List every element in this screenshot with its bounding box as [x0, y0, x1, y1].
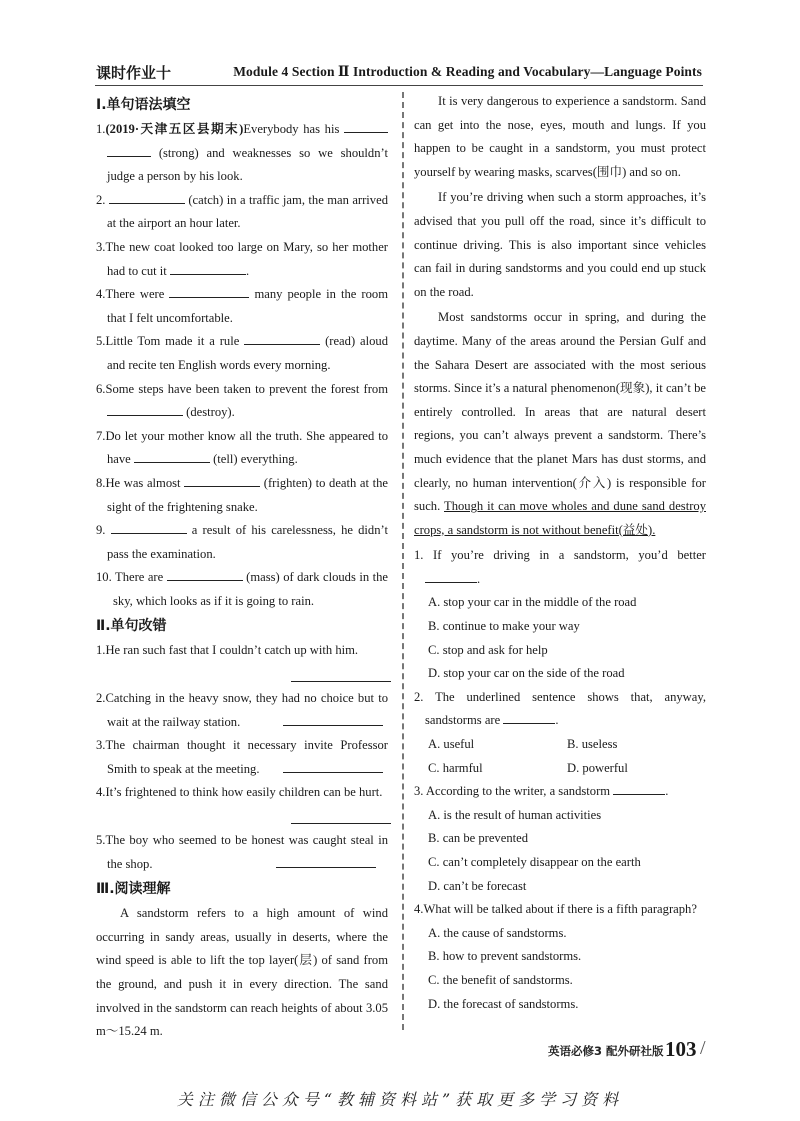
- answer-line[interactable]: [291, 667, 391, 682]
- answer-blank[interactable]: [167, 566, 243, 581]
- option[interactable]: B. continue to make your way: [428, 619, 580, 634]
- grammar-item-7: 7.Do let your mother know all the truth. She appeared to have (tell) everything.: [96, 428, 388, 467]
- book-label: 英语必修3 配外研社版: [548, 1044, 664, 1058]
- page-slash: /: [700, 1037, 706, 1059]
- answer-blank[interactable]: [169, 283, 249, 298]
- correction-item-1: 1.He ran such fast that I couldn’t catch up with him.: [96, 639, 388, 682]
- homework-title: 课时作业十: [96, 64, 172, 82]
- option[interactable]: A. the cause of sandstorms.: [428, 925, 567, 940]
- option[interactable]: D. stop your car on the side of the road: [428, 666, 625, 681]
- left-column: [96, 92, 388, 1044]
- correction-item-3: 3.The chairman thought it necessary invite Professor Smith to speak at the meeting.: [96, 738, 388, 776]
- answer-blank[interactable]: [134, 448, 210, 463]
- option[interactable]: A. stop your car in the middle of the road: [428, 595, 637, 610]
- option[interactable]: B. how to prevent sandstorms.: [428, 949, 582, 964]
- right-column: [414, 92, 706, 1016]
- answer-line[interactable]: [283, 711, 383, 726]
- grammar-item-2: 2. (catch) in a traffic jam, the man arrived at the airport an hour later.: [96, 189, 388, 236]
- reading-question-4: 4.What will be talked about if there is a fifth paragraph?: [414, 902, 697, 917]
- grammar-item-4: 4.There were many people in the room that I felt uncomfortable.: [96, 283, 388, 330]
- answer-blank[interactable]: [109, 189, 185, 204]
- grammar-item-5: 5.Little Tom made it a rule (read) aloud and recite ten English words every morning.: [96, 330, 388, 377]
- answer-blank[interactable]: [111, 519, 187, 534]
- module-title: Module 4 Section Ⅱ Introduction & Reading and Vocabulary—Language Points: [233, 64, 702, 79]
- option[interactable]: C. the benefit of sandstorms.: [428, 972, 573, 987]
- section1-title: Ⅰ.单句语法填空: [96, 97, 191, 113]
- answer-blank[interactable]: [425, 568, 477, 583]
- grammar-item-6: 6.Some steps have been taken to prevent the forest from (destroy).: [96, 381, 388, 420]
- correction-item-5: 5.The boy who seemed to be honest was caught steal in the shop.: [96, 833, 388, 871]
- passage-paragraph-1: A sandstorm refers to a high amount of wind occurring in sandy areas, usually in deserts, where the wind speed is able to lift the top layer(层) of sand from the ground, and push it in every direction. The sand involved in the sandstorm can reach heights of about 3.05 m～15.24 m.: [96, 906, 388, 1039]
- answer-blank[interactable]: [107, 401, 183, 416]
- answer-line[interactable]: [291, 809, 391, 824]
- section2-title: Ⅱ.单句改错: [96, 618, 167, 635]
- grammar-item-3: 3.The new coat looked too large on Mary, so her mother had to cut it .: [96, 239, 388, 278]
- option[interactable]: D. can’t be forecast: [428, 878, 527, 893]
- reading-question-2: 2. The underlined sentence shows that, anyway, sandstorms are .: [414, 689, 706, 728]
- option[interactable]: A. is the result of human activities: [428, 807, 602, 822]
- option[interactable]: C. can’t completely disappear on the earth: [428, 855, 641, 869]
- bottom-note: 关注微信公众号“教辅资料站”获取更多学习资料: [176, 1090, 624, 1109]
- passage-paragraph-3: If you’re driving when such a storm approaches, it’s advised that you pull off the road, since it’s difficult to continue driving. This is also important since vehicles can fail in during sandstorms and you could end up stuck on the road.: [414, 190, 706, 299]
- grammar-item-8: 8.He was almost (frighten) to death at the sight of the frightening snake.: [96, 472, 388, 519]
- option-row: [414, 757, 706, 781]
- option-row: [414, 733, 706, 757]
- option[interactable]: C. stop and ask for help: [428, 642, 548, 657]
- passage-paragraph-2: It is very dangerous to experience a sandstorm. Sand can get into the nose, eyes, mouth and lungs. If you happen to be caught in a sandstorm, you must protect yourself by wearing masks, scarves(围巾) and so on.: [414, 94, 706, 179]
- answer-blank[interactable]: [344, 118, 388, 133]
- option[interactable]: B. can be prevented: [428, 831, 529, 846]
- option[interactable]: D. the forecast of sandstorms.: [428, 996, 579, 1011]
- correction-item-4: 4.It’s frightened to think how easily children can be hurt.: [96, 781, 388, 824]
- answer-line[interactable]: [283, 758, 383, 773]
- option[interactable]: D. powerful: [567, 760, 628, 775]
- passage-paragraph-4: Most sandstorms occur in spring, and during the daytime. Many of the areas around the Persian Gulf and the Sahara Desert are associated with the most serious storms. Since it’s a natural phenomenon(现象), it can’t be entirely controlled. In areas that are natural desert regions, you can’t always prevent a sandstorm. There’s much evidence that the planet Mars has dust storms, and clearly, no human intervention(介入) is responsible for such. Though it can move wholes and dune sand destroy crops, a sandstorm is not without benefit(益处).: [414, 310, 706, 537]
- column-divider: [402, 92, 404, 1030]
- correction-item-2: 2.Catching in the heavy snow, they had no choice but to wait at the railway station.: [96, 691, 388, 729]
- answer-blank[interactable]: [170, 260, 246, 275]
- answer-blank[interactable]: [244, 330, 320, 345]
- grammar-item-10: 10. There are (mass) of dark clouds in the sky, which looks as if it is going to rain.: [96, 566, 388, 613]
- section3-title: Ⅲ.阅读理解: [96, 881, 171, 898]
- reading-question-1: 1. If you’re driving in a sandstorm, you’d better .: [414, 548, 706, 586]
- header-divider: [95, 85, 703, 86]
- grammar-item-1: 1.(2019·天津五区县期末)Everybody has his (strong) and weaknesses so we shouldn’t judge a person by his look.: [96, 118, 388, 189]
- reading-question-3: 3. According to the writer, a sandstorm .: [414, 780, 706, 804]
- option[interactable]: C. harmful: [428, 760, 483, 775]
- option[interactable]: A. useful: [428, 737, 475, 752]
- page-number: 103: [665, 1037, 697, 1061]
- answer-blank[interactable]: [503, 709, 555, 724]
- answer-line[interactable]: [276, 853, 376, 868]
- answer-blank[interactable]: [107, 142, 151, 157]
- option[interactable]: B. useless: [567, 737, 618, 752]
- underlined-sentence: Though it can move wholes and dune sand destroy crops, a sandstorm is not without benefit(益处).: [414, 499, 706, 537]
- grammar-item-9: 9. a result of his carelessness, he didn’t pass the examination.: [96, 519, 388, 566]
- answer-blank[interactable]: [613, 780, 665, 795]
- answer-blank[interactable]: [184, 472, 260, 487]
